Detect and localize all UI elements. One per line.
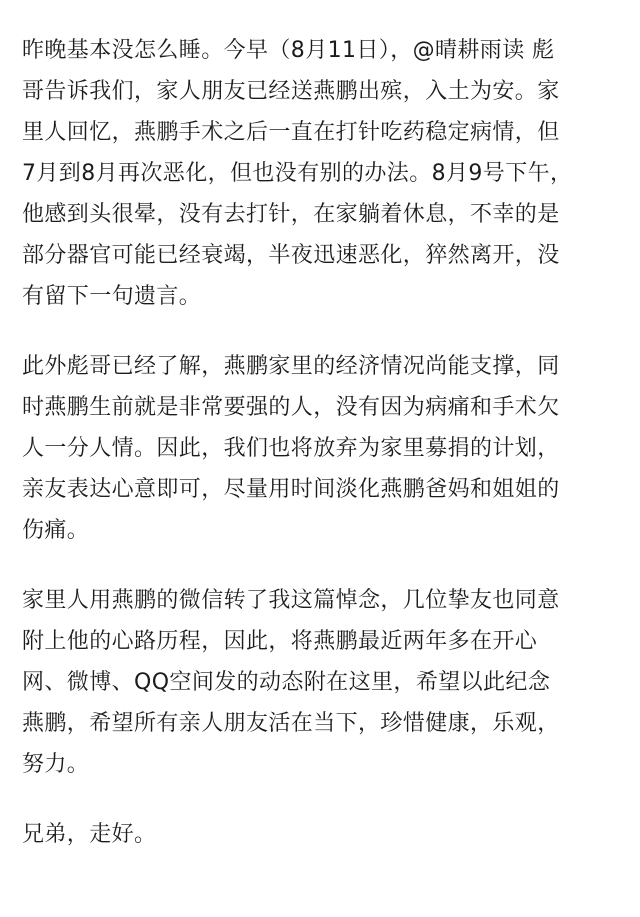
text-line: 此外彪哥已经了解，燕鹏家里的经济情况尚能支撑，同 bbox=[22, 354, 560, 379]
text-line: 部分器官可能已经衰竭，半夜迅速恶化，猝然离开，没 bbox=[22, 243, 560, 268]
paragraph-4 bbox=[22, 814, 620, 855]
article-body bbox=[22, 30, 620, 884]
text-line: 哥告诉我们，家人朋友已经送燕鹏出殡，入土为安。家 bbox=[22, 79, 560, 104]
text-line: 时燕鹏生前就是非常要强的人，没有因为病痛和手术欠 bbox=[22, 395, 560, 420]
text-line: 有留下一句遗言。 bbox=[22, 284, 202, 309]
paragraph-2 bbox=[22, 346, 620, 551]
text-line: 7月到8月再次恶化，但也没有别的办法。8月9号下午， bbox=[22, 161, 573, 186]
text-line: 家里人用燕鹏的微信转了我这篇悼念，几位挚友也同意 bbox=[22, 588, 560, 613]
paragraph-1 bbox=[22, 30, 620, 317]
text-line: 里人回忆，燕鹏手术之后一直在打针吃药稳定病情，但 bbox=[22, 120, 560, 145]
text-line: 人一分人情。因此，我们也将放弃为家里募捐的计划， bbox=[22, 436, 560, 461]
text-line: 伤痛。 bbox=[22, 518, 90, 543]
text-line: 燕鹏，希望所有亲人朋友活在当下，珍惜健康，乐观， bbox=[22, 711, 560, 736]
text-line: 网、微博、QQ空间发的动态附在这里，希望以此纪念 bbox=[22, 670, 551, 695]
text-line: 昨晚基本没怎么睡。今早（8月11日），@晴耕雨读 彪 bbox=[22, 38, 555, 63]
paragraph-3 bbox=[22, 580, 620, 785]
text-line: 兄弟，走好。 bbox=[22, 822, 157, 847]
text-line: 他感到头很晕，没有去打针，在家躺着休息，不幸的是 bbox=[22, 202, 560, 227]
text-line: 努力。 bbox=[22, 752, 90, 777]
text-line: 附上他的心路历程，因此，将燕鹏最近两年多在开心 bbox=[22, 629, 538, 654]
text-line: 亲友表达心意即可，尽量用时间淡化燕鹏爸妈和姐姐的 bbox=[22, 477, 560, 502]
